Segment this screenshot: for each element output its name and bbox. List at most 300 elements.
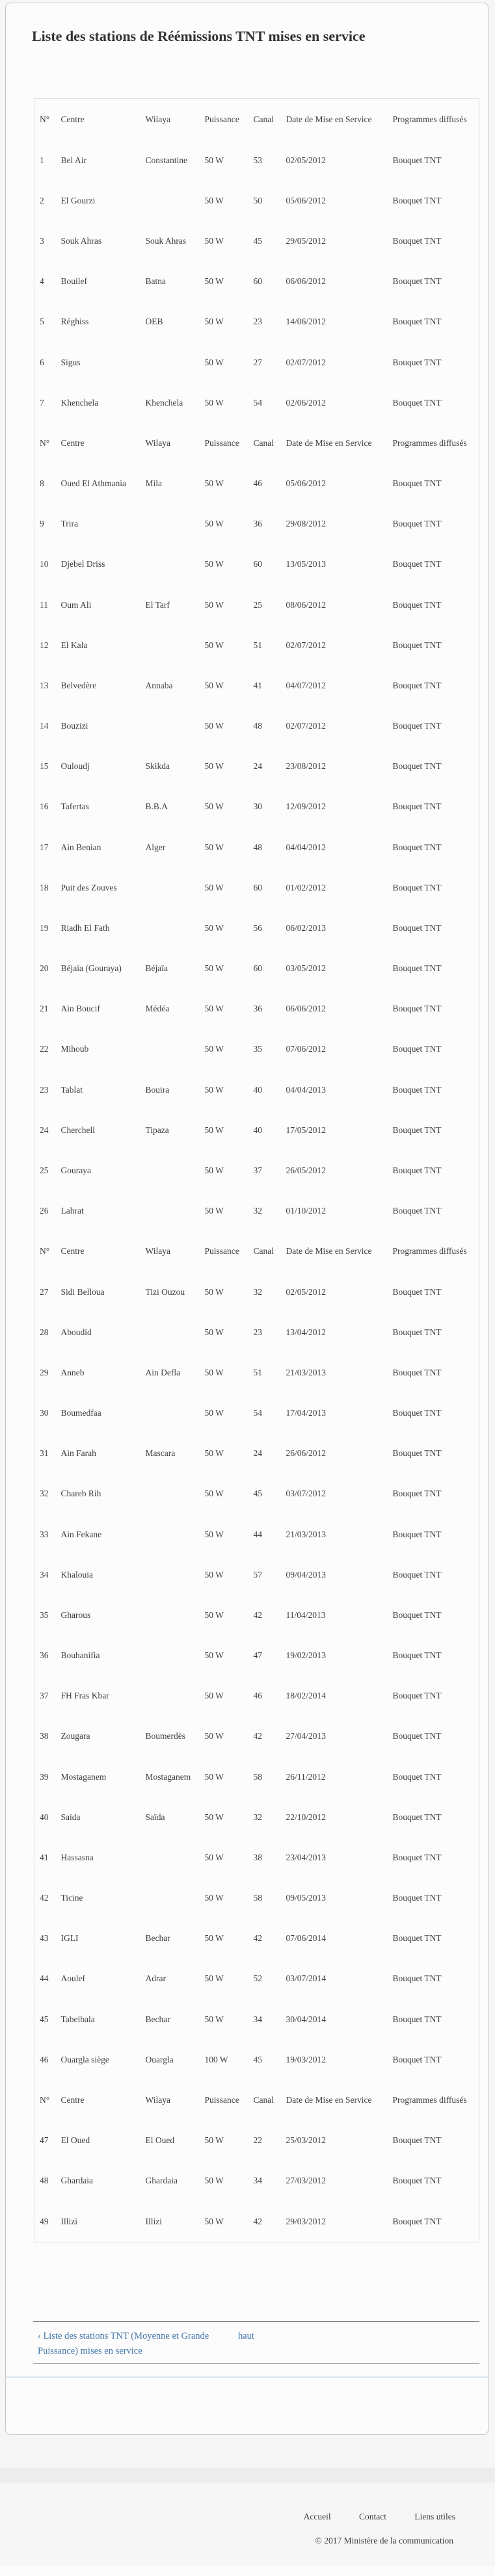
table-cell: Ain Boucif [60,1004,100,1014]
table-cell: 60 [253,882,262,892]
table-cell: 11/04/2013 [286,1609,326,1620]
table-row [34,1918,479,1958]
table-cell: Tabelbala [60,2014,95,2024]
table-row [34,1878,479,1918]
column-header: N° [40,114,50,124]
table-cell: 50 W [204,236,224,246]
table-cell [140,908,200,948]
table-cell: 46 [253,478,262,489]
table-cell: El Oued [60,2135,90,2146]
table-cell: 50 W [204,1448,224,1459]
table-cell: 50 W [204,1893,224,1903]
table-cell: Trira [60,519,79,529]
table-row [34,1838,479,1878]
table-cell [140,1474,200,1514]
table-cell: Oum Ali [60,599,92,610]
table-cell: 58 [253,1771,262,1782]
table-row [34,1070,479,1110]
table-cell: 17/05/2012 [286,1125,327,1135]
table-cell: Souk Ahras [145,236,187,246]
table-cell: Sidi Belloua [60,1286,105,1297]
table-cell: 50 W [204,1731,224,1741]
table-cell: Chareb Rih [60,1489,101,1499]
table-row [34,1635,479,1676]
table-cell: 50 W [204,963,224,974]
table-cell: 50 W [204,801,224,812]
table-row [34,1716,479,1756]
column-header: Canal [253,114,274,124]
table-cell: 38 [253,1852,262,1862]
table-cell: 11 [40,599,48,610]
table-cell: Bouquet TNT [392,1286,442,1297]
table-cell: 47 [253,1650,262,1661]
table-cell: Bouquet TNT [392,1489,442,1499]
table-row [34,1676,479,1716]
table-cell: Réghiss [60,317,89,327]
table-cell: Ticine [60,1893,83,1903]
table-cell: Bouquet TNT [392,478,442,489]
table-cell: 30 [40,1408,49,1418]
table-cell: 02/05/2012 [286,1286,327,1297]
table-row [34,2120,479,2161]
table-row [34,1797,479,1838]
table-cell: 23/04/2013 [286,1852,327,1862]
table-cell: 50 W [204,842,224,852]
table-cell: 37 [40,1691,49,1701]
table-cell: 29 [40,1367,49,1377]
table-cell: Ain Farah [60,1448,96,1459]
table-cell: 17 [40,842,49,852]
table-cell: Bouquet TNT [392,2135,442,2146]
table-cell: 34 [253,2014,262,2024]
table-cell: Bel Air [60,155,87,165]
table-cell: Bouilef [60,276,87,287]
table-cell: Bouquet TNT [392,2217,442,2227]
table-cell: 24 [253,761,262,772]
table-cell: 50 W [204,195,224,205]
table-cell: Boumerdès [145,1731,185,1741]
column-header: Centre [60,114,85,124]
table-cell: 14/06/2012 [286,317,327,327]
table-cell: Bouquet TNT [392,2054,442,2064]
footer-link-contact[interactable]: Contact [359,2512,386,2521]
table-cell: 48 [40,2176,49,2186]
table-row [34,1110,479,1151]
table-row [34,342,479,382]
table-row [34,504,479,544]
table-cell: Bouquet TNT [392,1206,442,1216]
table-row [34,140,479,181]
table-cell: 46 [40,2054,49,2064]
table-cell: 41 [253,680,262,690]
table-cell: 50 W [204,1489,224,1499]
table-cell: 05/06/2012 [286,478,327,489]
table-cell: Bechar [145,1933,170,1944]
table-cell: Mostaganem [60,1771,107,1782]
table-cell: 27/04/2013 [286,1731,327,1741]
table-cell: 50 W [204,1286,224,1297]
table-cell: Ouloudj [60,761,90,772]
table-cell: 60 [253,963,262,974]
table-cell: Aoulef [60,1973,85,1984]
table-cell: Bouquet TNT [392,1448,442,1459]
table-cell: 32 [253,1286,262,1297]
table-cell: 23 [40,1084,49,1095]
table-cell: 50 W [204,1609,224,1620]
table-cell: 50 W [204,2135,224,2146]
table-cell: Bouquet TNT [392,519,442,529]
table-cell: 06/02/2013 [286,922,327,933]
content-card [5,3,488,2435]
table-cell [140,868,200,908]
table-cell: 10 [40,559,49,569]
table-cell: Bouquet TNT [392,1004,442,1014]
table-cell: Bouira [145,1084,170,1095]
table-cell: Bouquet TNT [392,559,442,569]
table-cell: 22 [253,2135,262,2146]
table-cell: 05/06/2012 [286,195,327,205]
table-cell: 13/04/2012 [286,1327,327,1337]
table-cell: Skikda [145,761,170,772]
column-header: Canal [253,1246,274,1256]
table-cell: 50 W [204,1771,224,1782]
table-cell: Bouquet TNT [392,922,442,933]
table-cell: 45 [253,236,262,246]
table-cell: 50 W [204,1691,224,1701]
table-cell: Ouargla siège [60,2054,109,2064]
table-cell: 50 W [204,640,224,650]
table-cell [140,1838,200,1878]
table-cell [140,1312,200,1353]
table-cell: 19/02/2013 [286,1650,327,1661]
table-cell: 21/03/2013 [286,1367,327,1377]
page-title: Liste des stations de Réémissions TNT mises en service [32,27,366,44]
table-row [34,1393,479,1433]
table-cell: Bouquet TNT [392,882,442,892]
table-row [34,1271,479,1312]
table-cell: 54 [253,397,262,408]
table-cell: Constantine [145,155,187,165]
table-cell: 45 [253,1489,262,1499]
column-header: Puissance [204,2094,239,2105]
footer-link-accueil[interactable]: Accueil [303,2512,331,2521]
table-cell: Bouquet TNT [392,1852,442,1862]
table-cell: 51 [253,640,262,650]
table-cell: Saïda [145,1812,165,1822]
table-cell: Bouquet TNT [392,842,442,852]
table-row [34,908,479,948]
column-header: N° [40,2094,50,2105]
table-cell: 42 [253,1609,262,1620]
table-row [34,625,479,666]
column-header: Puissance [204,114,239,124]
table-cell: Béjaïa [145,963,168,974]
table-cell: 22/10/2012 [286,1812,327,1822]
table-cell: 21/03/2013 [286,1529,327,1539]
table-cell: 08/06/2012 [286,599,327,610]
table-cell: 50 W [204,1125,224,1135]
table-cell: Bouquet TNT [392,1408,442,1418]
table-cell: 50 W [204,761,224,772]
table-cell: Bouquet TNT [392,276,442,287]
table-cell: 36 [253,1004,262,1014]
table-cell: 09/05/2013 [286,1893,327,1903]
table-row [34,746,479,787]
table-row [34,585,479,625]
column-header: N° [40,437,50,448]
table-cell: 16 [40,801,49,812]
table-cell: 32 [253,1812,262,1822]
table-cell: 32 [40,1489,49,1499]
table-cell: Bouquet TNT [392,236,442,246]
table-cell: 60 [253,276,262,287]
column-header: Programmes diffusés [392,1246,467,1256]
table-cell: 3 [40,236,44,246]
table-cell: 44 [40,1973,49,1984]
table-cell: 9 [40,519,44,529]
table-cell: 09/04/2013 [286,1569,327,1580]
table-cell: 50 W [204,2014,224,2024]
column-header: Programmes diffusés [392,2094,467,2105]
table-row [34,787,479,827]
back-to-top-link[interactable]: haut [238,2331,254,2341]
table-cell: 51 [253,1367,262,1377]
table-cell: Bouquet TNT [392,195,442,205]
table-cell: Bouquet TNT [392,1125,442,1135]
table-cell: 35 [40,1609,49,1620]
table-cell: 03/07/2014 [286,1973,327,1984]
table-cell: 02/05/2012 [286,155,327,165]
table-cell: Tablat [60,1084,83,1095]
table-cell: 50 W [204,1044,224,1054]
table-cell: 50 W [204,317,224,327]
table-cell: 50 W [204,276,224,287]
table-cell: 18/02/2014 [286,1691,327,1701]
table-cell [140,1595,200,1635]
table-cell: 50 W [204,1812,224,1822]
table-cell: Illizi [145,2217,162,2227]
table-cell: 40 [253,1125,262,1135]
table-cell: Mascara [145,1448,176,1459]
table-cell: Ghardaia [145,2176,178,2186]
table-row [34,1029,479,1069]
table-header-row [34,99,479,140]
table-cell: 03/07/2012 [286,1489,327,1499]
table-cell: Bouquet TNT [392,1933,442,1944]
table-cell: Bouquet TNT [392,317,442,327]
table-cell: 25 [253,599,262,610]
table-cell: Bouquet TNT [392,1731,442,1741]
column-header: Date de Mise en Service [286,114,372,124]
table-cell: Bouquet TNT [392,1165,442,1175]
column-header: Centre [60,1246,85,1256]
table-cell: 17/04/2013 [286,1408,327,1418]
table-cell: Gharous [60,1609,91,1620]
table-cell: 13 [40,680,49,690]
table-cell: Bouquet TNT [392,680,442,690]
table-cell: Gouraya [60,1165,91,1175]
table-cell: 06/06/2012 [286,276,327,287]
table-cell: 27 [253,357,262,367]
table-cell: 26 [40,1206,49,1216]
table-cell: 50 W [204,2176,224,2186]
column-header: Date de Mise en Service [286,1246,372,1256]
table-cell: 2 [40,195,44,205]
table-cell: 07/06/2012 [286,1044,327,1054]
table-cell: 4 [40,276,44,287]
table-cell: Bouquet TNT [392,761,442,772]
column-header: Wilaya [145,114,170,124]
table-cell: 6 [40,357,44,367]
table-row [34,706,479,746]
column-header: Puissance [204,437,239,448]
table-cell: 25/03/2012 [286,2135,327,2146]
table-cell: Bouquet TNT [392,640,442,650]
table-cell: Aboudid [60,1327,92,1337]
table-cell: 58 [253,1893,262,1903]
table-cell: 35 [253,1044,262,1054]
table-row [34,1353,479,1393]
table-cell: 60 [253,559,262,569]
table-cell: 50 W [204,1165,224,1175]
table-cell: Bouquet TNT [392,1973,442,1984]
table-cell: 45 [253,2054,262,2064]
table-cell: 44 [253,1529,262,1539]
table-cell: 7 [40,397,44,408]
table-header-row [34,423,479,463]
table-cell: Béjaïa (Gouraya) [60,963,122,974]
table-cell: 13/05/2013 [286,559,327,569]
table-cell: 50 W [204,478,224,489]
table-row [34,544,479,584]
column-header: Wilaya [145,2094,170,2105]
table-cell: 50 W [204,1206,224,1216]
footer-menu [278,2512,455,2522]
table-cell: Bouquet TNT [392,1771,442,1782]
table-cell: Ain Fekane [60,1529,102,1539]
table-row [34,1191,479,1231]
table-cell: 50 W [204,1650,224,1661]
table-cell: 04/04/2012 [286,842,327,852]
column-header: Date de Mise en Service [286,2094,372,2105]
table-cell: Sigus [60,357,81,367]
table-cell: 04/07/2012 [286,680,327,690]
table-cell: El Gourzi [60,195,96,205]
table-cell: 48 [253,842,262,852]
table-cell: 8 [40,478,44,489]
table-cell: 02/07/2012 [286,721,327,731]
table-cell: 50 W [204,1084,224,1095]
table-cell: Bouquet TNT [392,1367,442,1377]
table-row [34,261,479,302]
table-row [34,1999,479,2040]
table-cell: Bouquet TNT [392,1529,442,1539]
table-cell: 50 W [204,2217,224,2227]
table-cell: Bouquet TNT [392,1084,442,1095]
table-cell: 34 [40,1569,49,1580]
table-cell: 42 [40,1893,49,1903]
table-row [34,1433,479,1474]
table-row [34,1756,479,1797]
table-cell: Bouquet TNT [392,1569,442,1580]
table-cell: 42 [253,2217,262,2227]
table-cell: 49 [40,2217,49,2227]
stations-table-wrap [34,98,479,2243]
table-cell: 06/06/2012 [286,1004,327,1014]
table-cell: 02/07/2012 [286,640,327,650]
table-cell: Alger [145,842,166,852]
table-cell: 23/08/2012 [286,761,327,772]
table-cell: Bouquet TNT [392,1044,442,1054]
table-cell: 28 [40,1327,49,1337]
table-cell: 23 [253,1327,262,1337]
table-cell: Ain Benian [60,842,101,852]
table-cell: 50 W [204,559,224,569]
column-header: Date de Mise en Service [286,437,372,448]
table-cell: 03/05/2012 [286,963,327,974]
table-cell: Boumedfaa [60,1408,101,1418]
table-row [34,868,479,908]
table-cell: 27/03/2012 [286,2176,327,2186]
table-cell: 38 [40,1731,49,1741]
table-cell: 26/06/2012 [286,1448,327,1459]
table-cell: Djebel Driss [60,559,105,569]
table-cell: Illizi [60,2217,77,2227]
column-header: N° [40,1246,50,1256]
table-cell: 18 [40,882,49,892]
footer-band [0,2468,495,2482]
table-cell: 29/08/2012 [286,519,327,529]
table-cell: 26/11/2012 [286,1771,326,1782]
table-header-row [34,2080,479,2120]
card-blue-divider [6,2376,488,2378]
table-row [34,181,479,221]
table-cell: Ain Defla [145,1367,181,1377]
table-cell: El Oued [145,2135,175,2146]
table-cell [140,1191,200,1231]
table-row [34,1958,479,1999]
table-cell: 01/10/2012 [286,1206,327,1216]
table-cell: Bouhanifia [60,1650,100,1661]
table-cell: Ghardaia [60,2176,93,2186]
table-cell: Tipaza [145,1125,169,1135]
table-cell: 50 W [204,397,224,408]
table-cell: Anneb [60,1367,85,1377]
table-cell: Annaba [145,680,173,690]
table-cell: 26/05/2012 [286,1165,327,1175]
table-cell [140,544,200,584]
table-cell: 50 W [204,1529,224,1539]
table-cell: 25 [40,1165,49,1175]
table-cell: 50 W [204,1933,224,1944]
footer-link-liens-utiles[interactable]: Liens utiles [414,2512,455,2521]
table-cell: Bouquet TNT [392,721,442,731]
table-cell: 5 [40,317,44,327]
table-cell: 50 W [204,882,224,892]
table-cell: 04/04/2013 [286,1084,327,1095]
table-cell [140,706,200,746]
table-cell: 01/02/2012 [286,882,327,892]
table-cell: Médéa [145,1004,170,1014]
table-cell: 21 [40,1004,49,1014]
table-cell [140,181,200,221]
column-header: Puissance [204,1246,239,1256]
table-cell: 34 [253,2176,262,2186]
previous-article-link[interactable]: ‹ Liste des stations TNT (Moyenne et Grande Puissance) mises en service [38,2331,209,2356]
table-cell: Bouquet TNT [392,1327,442,1337]
table-cell: OEB [145,317,163,327]
table-cell: 29/05/2012 [286,236,327,246]
